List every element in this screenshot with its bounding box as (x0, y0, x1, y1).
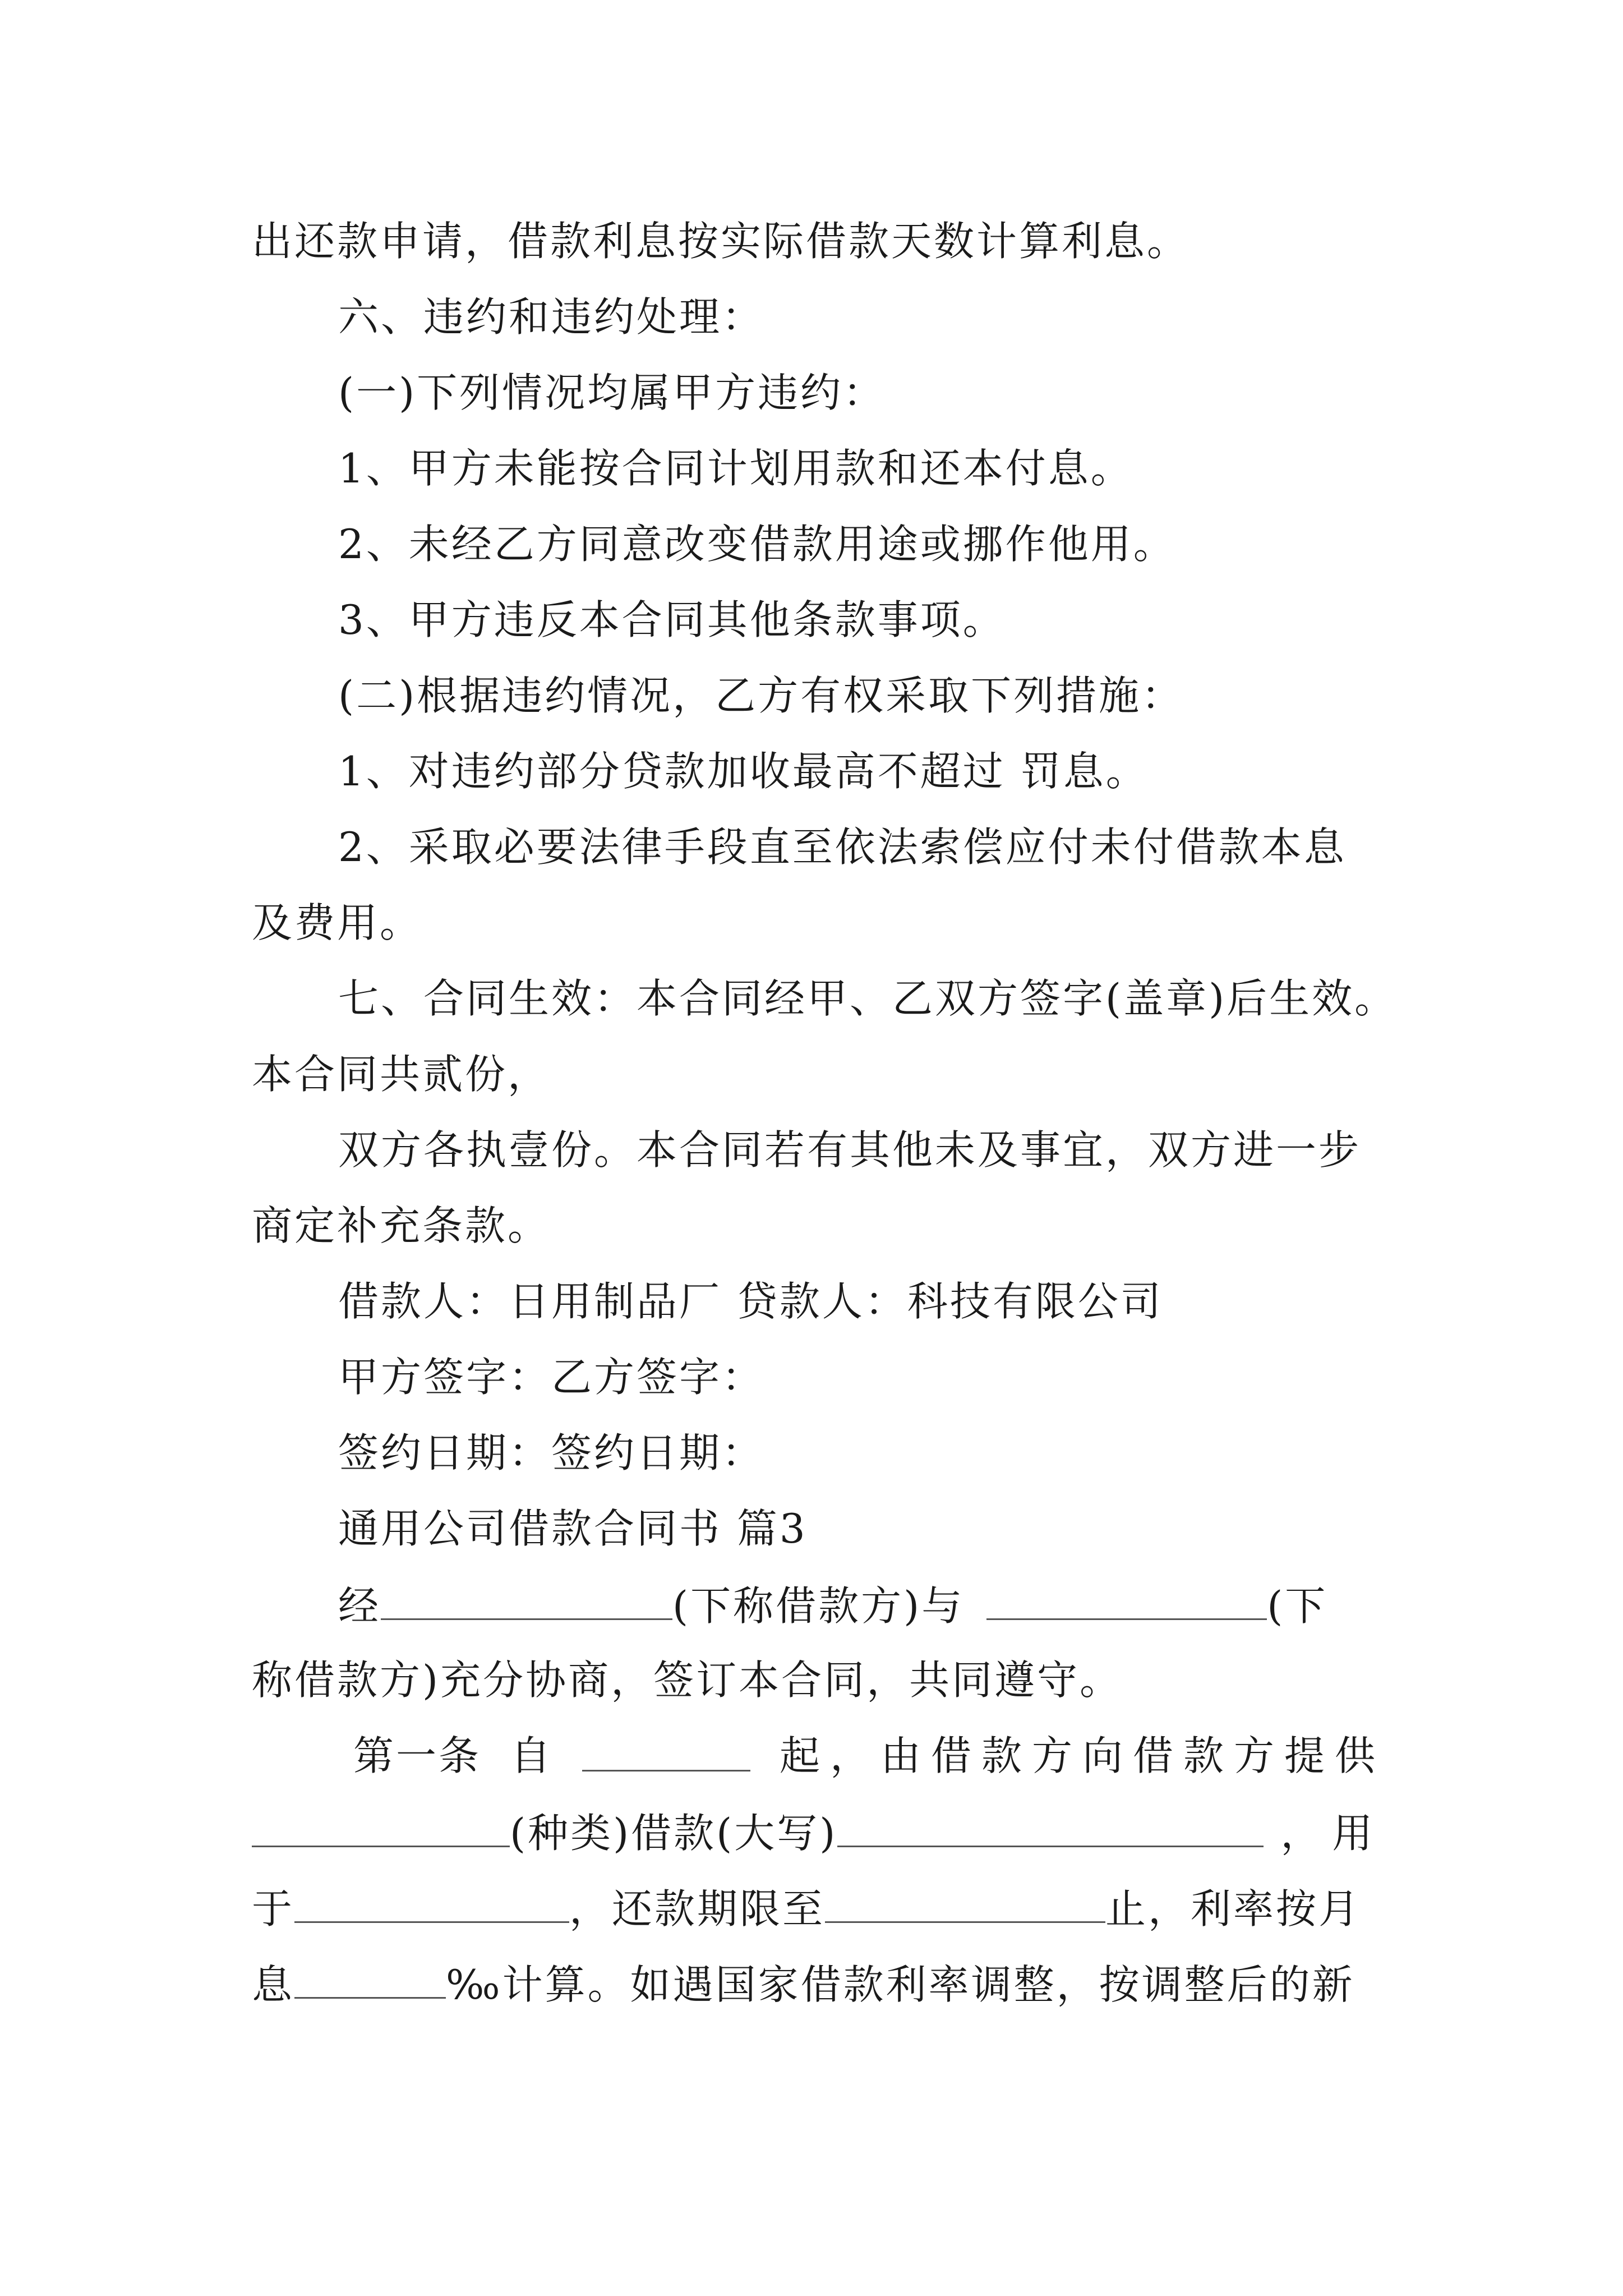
subsection-heading-1: (一)下列情况均属甲方违约： (338, 369, 886, 416)
blank-line (381, 1579, 672, 1620)
blank-line (252, 1806, 510, 1847)
text-segment: 止，利率按月 (1105, 1885, 1362, 1932)
article-1-line-3 (252, 1882, 1361, 1932)
article-1-line-4 (252, 1958, 1355, 2008)
document-title: 通用公司借款合同书 篇3 (338, 1505, 808, 1552)
list-item: 3、甲方违反本合同其他条款事项。 (338, 596, 1006, 643)
list-item: 2、采取必要法律手段直至依法索偿应付未付借款本息 (338, 823, 1347, 871)
text-segment: ‰计算。如遇国家借款利率调整，按调整后的新 (446, 1961, 1355, 2008)
text-segment: 起，由借款方向借款方提供 (779, 1732, 1385, 1779)
text-line: 本合同共贰份， (252, 1051, 551, 1098)
text-segment: 于 (252, 1885, 295, 1932)
section-heading-7: 七、合同生效：本合同经甲、乙双方签字(盖章)后生效。 (338, 975, 1398, 1022)
list-item: 1、对违约部分贷款加收最高不超过 罚息。 (338, 748, 1149, 795)
text-segment: ，还款期限至 (569, 1885, 826, 1932)
list-item-continuation: 及费用。 (252, 899, 423, 946)
text-line: 双方各执壹份。本合同若有其他未及事宜，双方进一步 (338, 1126, 1362, 1174)
text-segment: (下 (1267, 1582, 1328, 1630)
text-segment: 自 (510, 1732, 554, 1779)
list-item: 2、未经乙方同意改变借款用途或挪作他用。 (338, 521, 1176, 568)
blank-line (837, 1806, 1264, 1847)
signature-line: 甲方签字：乙方签字： (338, 1354, 765, 1401)
blank-line (825, 1882, 1105, 1923)
blank-line (582, 1731, 750, 1772)
date-line: 签约日期：签约日期： (338, 1429, 765, 1476)
article-number: 第一条 (353, 1732, 482, 1779)
parties-paragraph-line-2: 称借款方)充分协商，签订本合同，共同遵守。 (252, 1657, 1123, 1704)
list-item: 1、甲方未能按合同计划用款和还本付息。 (338, 445, 1133, 492)
parties-line: 借款人：日用制品厂 贷款人：科技有限公司 (338, 1278, 1163, 1325)
article-1-line-2 (252, 1806, 1384, 1857)
text-line-1: 出还款申请，借款利息按实际借款天数计算利息。 (252, 218, 1190, 265)
subsection-heading-2: (二)根据违约情况，乙方有权采取下列措施： (338, 672, 1184, 719)
article-1-line-1 (353, 1731, 1385, 1781)
text-line: 商定补充条款。 (252, 1202, 551, 1249)
text-segment: (下称借款方)与 (672, 1582, 965, 1630)
blank-line (986, 1579, 1267, 1620)
text-segment: (种类)借款(大写) (510, 1810, 838, 1857)
parties-paragraph-line-1 (338, 1579, 1327, 1630)
text-segment: 息 (252, 1961, 295, 2008)
section-heading-6: 六、违约和违约处理： (338, 293, 765, 341)
text-segment: ，用 (1280, 1810, 1384, 1857)
text-segment: 经 (338, 1582, 381, 1630)
blank-line (294, 1882, 569, 1923)
blank-line (294, 1958, 446, 1999)
